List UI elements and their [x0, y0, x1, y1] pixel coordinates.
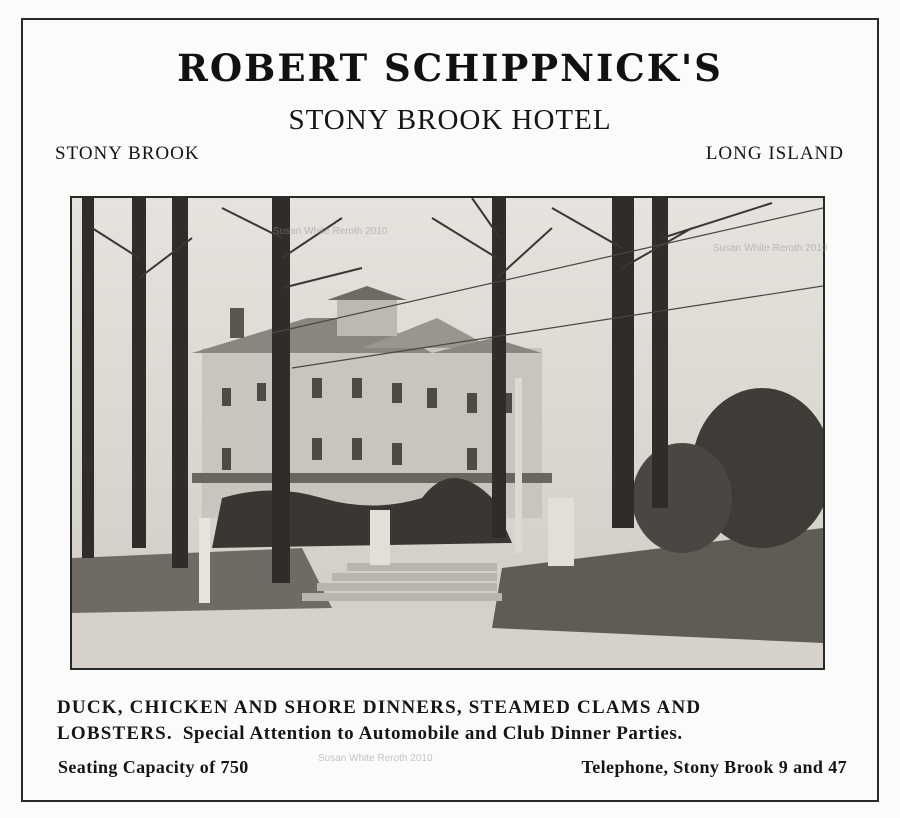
hotel-photograph [70, 196, 825, 670]
seating-capacity: Seating Capacity of 750 [58, 757, 249, 777]
watermark-right: Susan White Reroth 2010 [713, 243, 828, 254]
location-region: LONG ISLAND [705, 143, 844, 164]
telephone-number: Telephone, Stony Brook 9 and 47 [581, 757, 847, 777]
menu-line-2-caps: LOBSTERS. [57, 723, 173, 744]
watermark-bottom: Susan White Reroth 2010 [318, 753, 433, 764]
menu-line-2 [57, 723, 847, 745]
location-town: STONY BROOK [55, 143, 200, 164]
hotel-name: STONY BROOK HOTEL [288, 104, 612, 136]
watermark-top: Susan White Reroth 2010 [273, 226, 388, 237]
menu-line-1: DUCK, CHICKEN AND SHORE DINNERS, STEAMED CLAMS AND [57, 697, 702, 718]
advertisement-title: ROBERT SCHIPPNICK'S [177, 46, 723, 90]
menu-line-2-rest: Special Attention to Automobile and Club Dinner Parties. [182, 723, 683, 744]
